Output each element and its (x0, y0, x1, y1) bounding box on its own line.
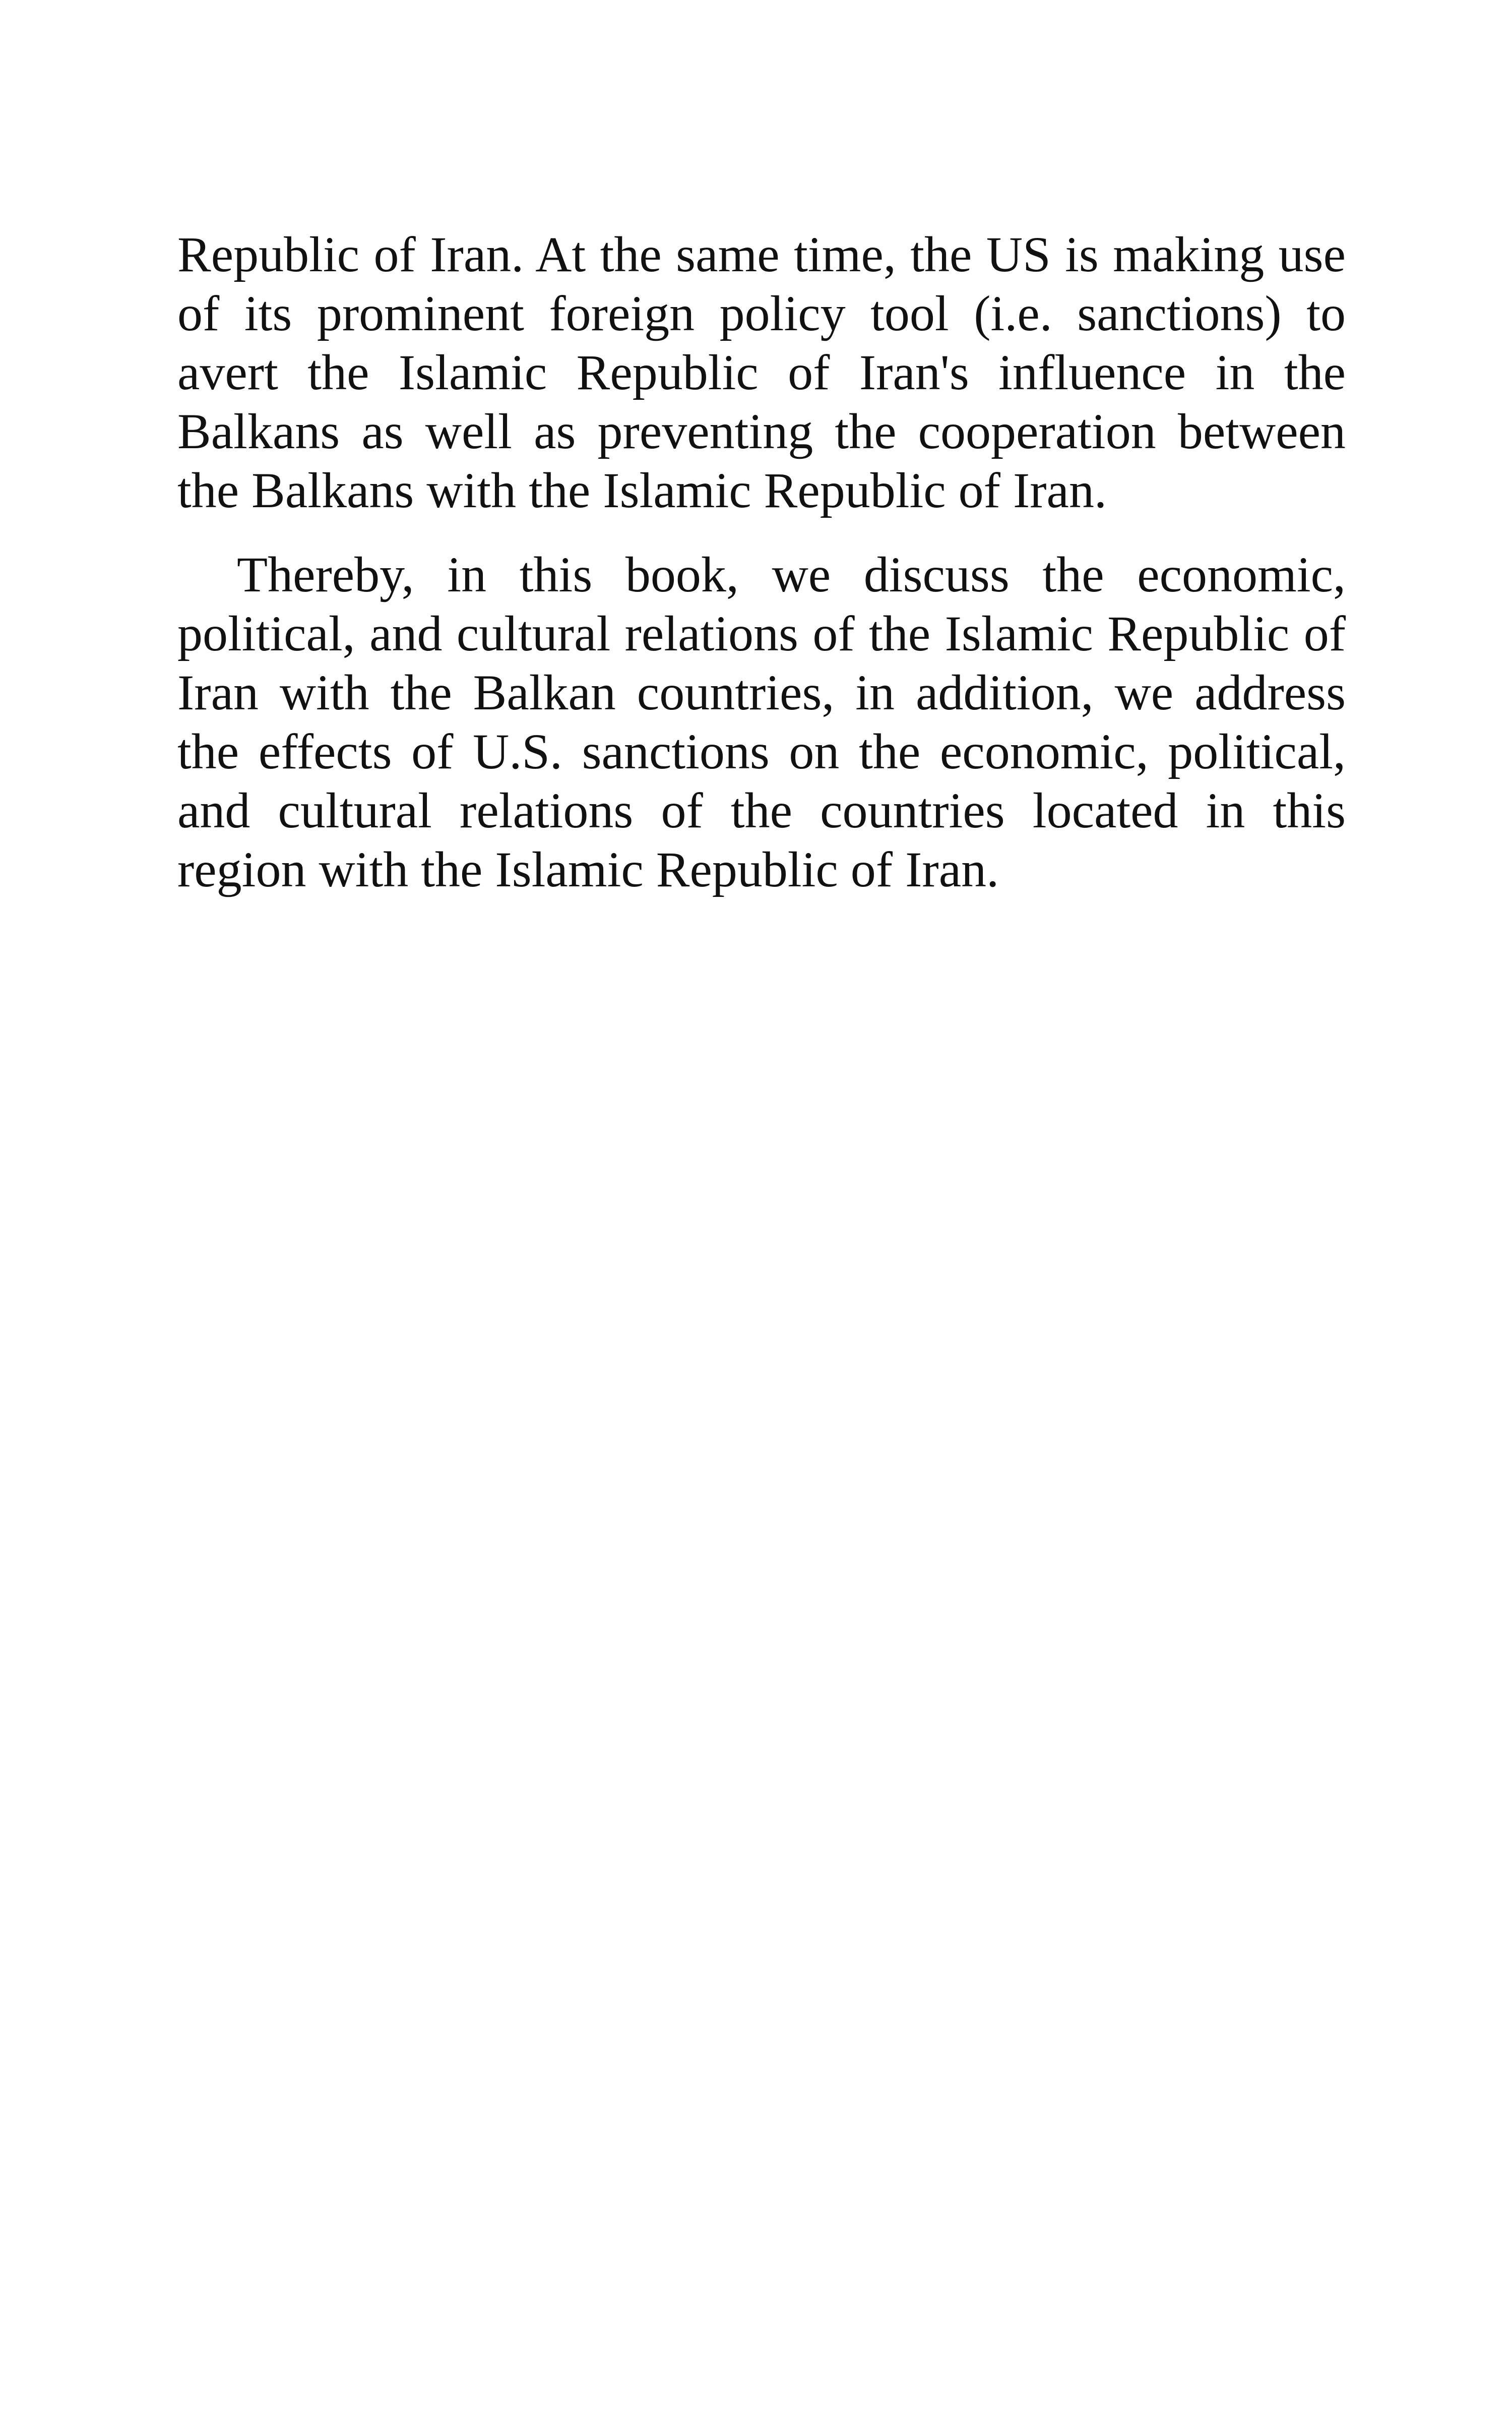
paragraph-thereby: Thereby, in this book, we discuss the economic, political, and cultural relations of the Islamic Republic of Iran with the Balkan countries, in addition, we address the effects of U.S. sanctions on the economic, political, and cultural relations of the countries located in this region with the Islamic Republic of Iran. (177, 547, 1346, 897)
paragraph-continuation: Republic of Iran. At the same time, the US is making use of its prominent foreign policy tool (i.e. sanctions) to avert the Islamic Republic of Iran's influence in the Balkans as well as preventing the cooperation between the Balkans with the Islamic Republic of Iran. (177, 226, 1346, 518)
body-text (177, 225, 1346, 899)
